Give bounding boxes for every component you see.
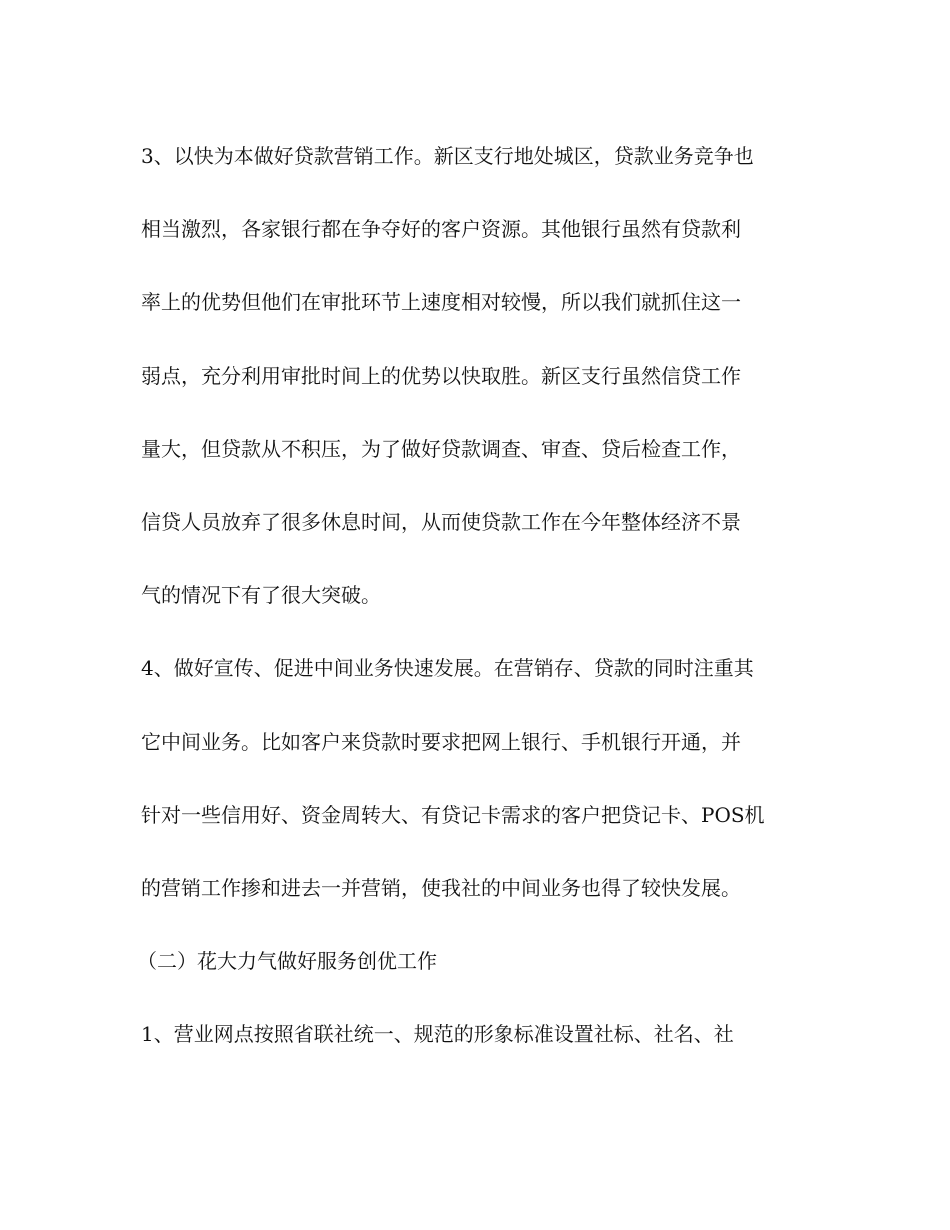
text-line: 相当激烈，各家银行都在争夺好的客户资源。其他银行虽然有贷款利	[141, 217, 741, 242]
text-line: 4、做好宣传、促进中间业务快速发展。在营销存、贷款的同时注重其	[141, 656, 754, 681]
text-line: 气的情况下有了很大突破。	[141, 583, 381, 608]
text-line: 率上的优势但他们在审批环节上速度相对较慢，所以我们就抓住这一	[141, 290, 741, 315]
text-line: 量大，但贷款从不积压，为了做好贷款调查、审查、贷后检查工作，	[141, 436, 741, 461]
text-line: 针对一些信用好、资金周转大、有贷记卡需求的客户把贷记卡、POS机	[141, 802, 765, 827]
text-line: 它中间业务。比如客户来贷款时要求把网上银行、手机银行开通，并	[141, 729, 741, 754]
text-line: 弱点，充分利用审批时间上的优势以快取胜。新区支行虽然信贷工作	[141, 363, 741, 388]
text-line: 的营销工作掺和进去一并营销，使我社的中间业务也得了较快发展。	[141, 875, 741, 900]
paragraph-lines	[137, 138, 821, 1053]
section-heading: （二）花大力气做好服务创优工作	[137, 949, 437, 974]
text-line: 信贷人员放弃了很多休息时间，从而使贷款工作在今年整体经济不景	[141, 509, 741, 534]
text-line: 3、以快为本做好贷款营销工作。新区支行地处城区，贷款业务竞争也	[141, 144, 754, 168]
document-body	[137, 138, 821, 1053]
text-line: 1、营业网点按照省联社统一、规范的形象标准设置社标、社名、社	[141, 1022, 734, 1047]
